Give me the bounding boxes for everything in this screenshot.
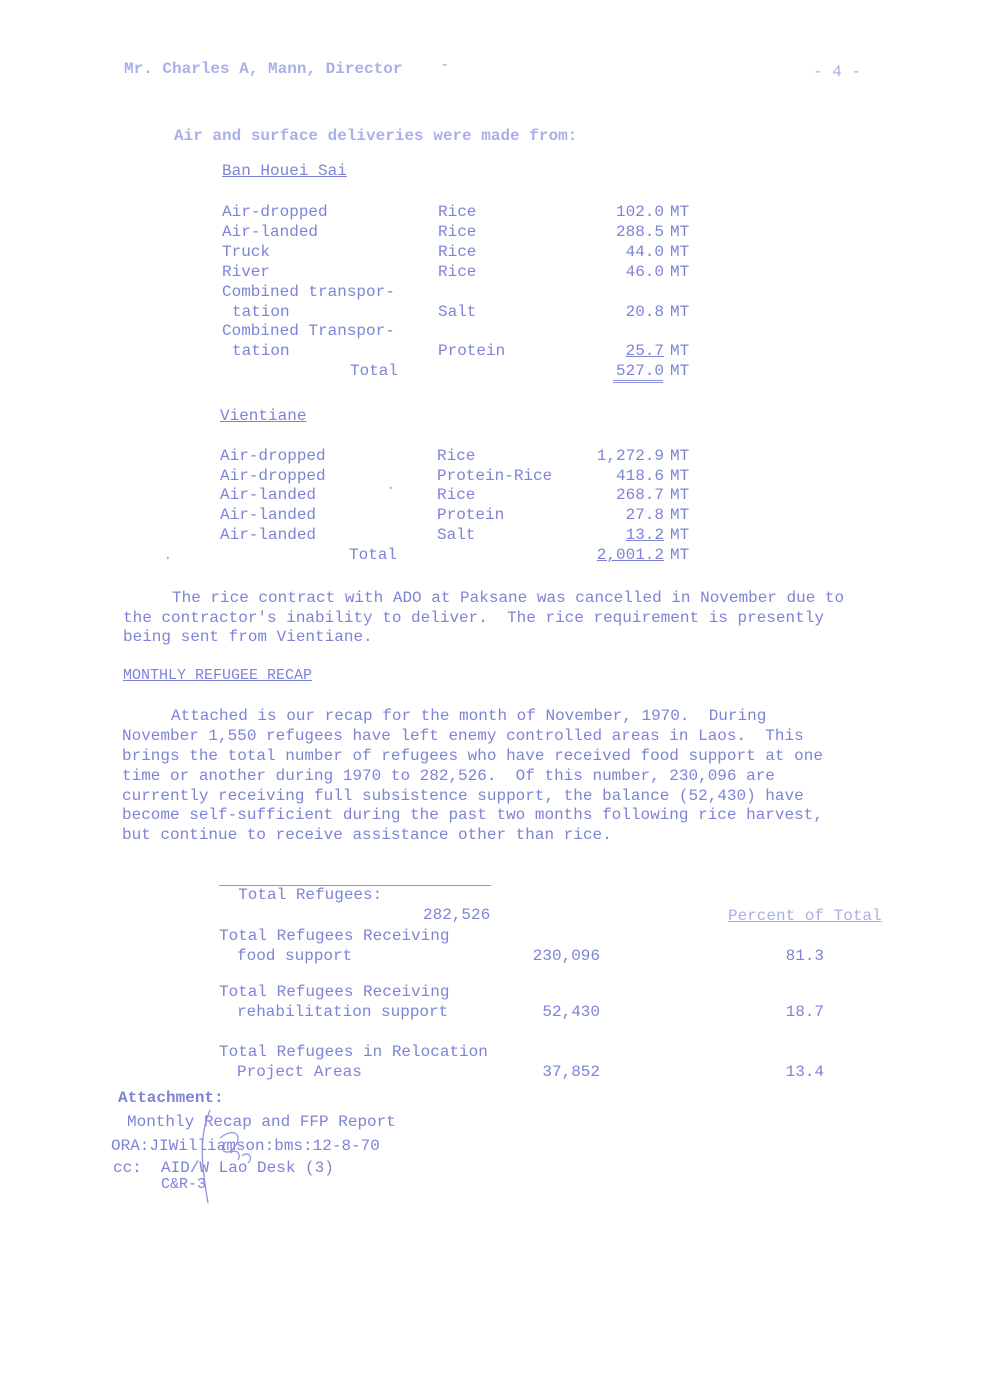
addressee-line: Mr. Charles A, Mann, Director (124, 60, 403, 78)
row-label: Total Refugees Receiving (219, 983, 450, 1001)
header-dash: - (440, 56, 450, 74)
method-cell: Combined Transpor- (222, 322, 395, 340)
qty-cell: 268.7 (615, 486, 664, 504)
paragraph-line: brings the total number of refugees who have received food support at one (122, 747, 823, 765)
recap-heading: MONTHLY REFUGEE RECAP (123, 667, 313, 684)
attachment-label: Attachment: (118, 1089, 224, 1107)
row-label: Total Refugees Receiving (219, 927, 450, 945)
commodity-cell: Salt (437, 526, 476, 544)
row-percent: 18.7 (785, 1003, 824, 1021)
row-label: Total Refugees in Relocation (219, 1043, 488, 1061)
method-cell: Combined transpor- (222, 283, 395, 301)
total-unit: MT (670, 546, 690, 564)
paragraph-line: Attached is our recap for the month of November, 1970. During (171, 707, 767, 725)
row-value: 37,852 (542, 1063, 600, 1081)
cc-line-2: C&R-3 (161, 1176, 207, 1193)
unit-cell: MT (670, 223, 690, 241)
attachment-item: Monthly Recap and FFP Report (127, 1113, 396, 1131)
method-cell: Truck (222, 243, 271, 261)
unit-cell: MT (670, 467, 690, 485)
total-refugees-line (219, 865, 491, 924)
method-cell: Air-dropped (220, 467, 326, 485)
method-cell: Air-dropped (222, 203, 328, 221)
paragraph-line: being sent from Vientiane. (123, 628, 373, 646)
method-cell-cont: tation (232, 342, 290, 360)
paragraph-line: become self-sufficient during the past two months following rice harvest, (122, 806, 823, 824)
total-label: Total (350, 362, 399, 380)
cc-line: cc: AID/W Lao Desk (3) (113, 1159, 334, 1177)
commodity-cell: Salt (438, 303, 477, 321)
qty-cell: 418.6 (615, 467, 664, 485)
qty-cell: 25.7 (625, 342, 664, 360)
row-value: 52,430 (542, 1003, 600, 1021)
qty-cell: 288.5 (615, 223, 664, 241)
qty-cell: 46.0 (625, 263, 664, 281)
total-refugees-value: 282,526 (423, 906, 491, 924)
total-qty: 2,001.2 (596, 546, 664, 564)
method-cell: Air-landed (220, 526, 317, 544)
section-title-ban-houei-sai: Ban Houei Sai (222, 162, 347, 180)
paragraph-line: The rice contract with ADO at Paksane was cancelled in November due to (172, 589, 845, 607)
unit-cell: MT (670, 263, 690, 281)
qty-cell: 1,272.9 (596, 447, 664, 465)
stray-mark: · (386, 479, 396, 497)
percent-header: Percent of Total (728, 907, 882, 925)
section-title-vientiane: Vientiane (220, 407, 307, 425)
commodity-cell: Rice (438, 223, 477, 241)
page-number: - 4 - (813, 63, 862, 81)
method-cell: River (222, 263, 271, 281)
unit-cell: MT (670, 486, 690, 504)
deliveries-intro: Air and surface deliveries were made from: (174, 127, 578, 145)
commodity-cell: Rice (437, 447, 476, 465)
qty-cell: 13.2 (625, 526, 664, 544)
stray-mark: · (163, 549, 173, 567)
method-cell: Air-landed (220, 506, 317, 524)
qty-cell: 20.8 (625, 303, 664, 321)
qty-cell: 44.0 (625, 243, 664, 261)
method-cell-cont: tation (232, 303, 290, 321)
row-percent: 13.4 (785, 1063, 824, 1081)
total-label: Total (349, 546, 398, 564)
unit-cell: MT (670, 243, 690, 261)
total-refugees-label: Total Refugees: (238, 886, 383, 904)
paragraph-line: the contractor's inability to deliver. The rice requirement is presently (123, 609, 824, 627)
total-unit: MT (670, 362, 690, 380)
unit-cell: MT (670, 203, 690, 221)
unit-cell: MT (670, 342, 690, 360)
method-cell: Air-dropped (220, 447, 326, 465)
unit-cell: MT (670, 447, 690, 465)
commodity-cell: Protein (437, 506, 505, 524)
qty-cell: 102.0 (615, 203, 664, 221)
row-label-cont: food support (237, 947, 353, 965)
method-cell: Air-landed (220, 486, 317, 504)
unit-cell: MT (670, 526, 690, 544)
commodity-cell: Rice (437, 486, 476, 504)
unit-cell: MT (670, 506, 690, 524)
paragraph-line: currently receiving full subsistence support, the balance (52,430) have (122, 787, 804, 805)
row-label-cont: Project Areas (237, 1063, 362, 1081)
paragraph-line: but continue to receive assistance other than rice. (122, 826, 612, 844)
total-double-underline (613, 378, 663, 383)
reference-line: ORA:JIWilliamson:bms:12-8-70 (111, 1137, 380, 1155)
commodity-cell: Protein (438, 342, 506, 360)
paragraph-line: time or another during 1970 to 282,526. Of this number, 230,096 are (122, 767, 775, 785)
paragraph-line: November 1,550 refugees have left enemy controlled areas in Laos. This (122, 727, 804, 745)
row-percent: 81.3 (785, 947, 824, 965)
total-qty: 527.0 (615, 362, 664, 380)
commodity-cell: Protein-Rice (437, 467, 553, 485)
method-cell: Air-landed (222, 223, 319, 241)
handwritten-initials (190, 1108, 270, 1208)
commodity-cell: Rice (438, 203, 477, 221)
unit-cell: MT (670, 303, 690, 321)
row-value: 230,096 (532, 947, 600, 965)
qty-cell: 27.8 (625, 506, 664, 524)
row-label-cont: rehabilitation support (237, 1003, 449, 1021)
commodity-cell: Rice (438, 243, 477, 261)
commodity-cell: Rice (438, 263, 477, 281)
